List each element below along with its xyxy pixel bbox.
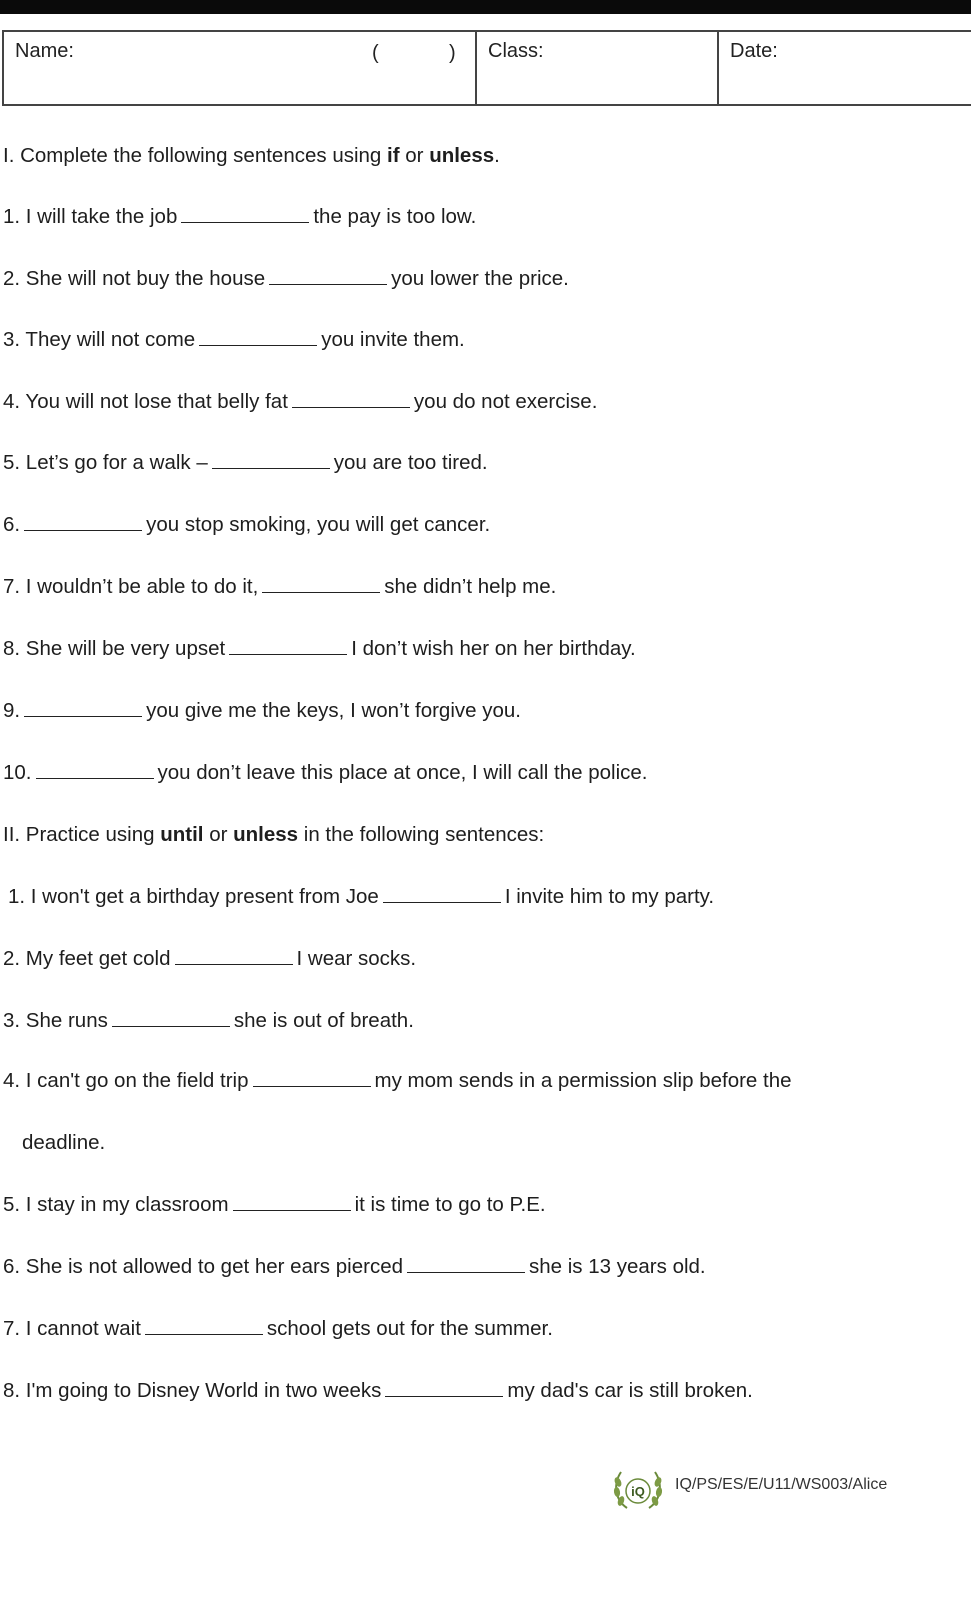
s1-sentence-4: 4. You will not lose that belly fat you do not exercise. (3, 390, 598, 413)
answer-blank[interactable] (112, 1008, 230, 1027)
answer-blank[interactable] (292, 389, 410, 408)
section-1-heading: I. Complete the following sentences using if or unless. (3, 144, 500, 167)
roll-number-paren-close: ) (449, 42, 456, 64)
keyword-if: if (387, 144, 400, 167)
s2-sentence-8: 8. I'm going to Disney World in two weeks my dad's car is still broken. (3, 1379, 753, 1402)
answer-blank[interactable] (199, 327, 317, 346)
class-label: Class: (488, 40, 544, 62)
s2-sentence-6: 6. She is not allowed to get her ears pierced she is 13 years old. (3, 1255, 706, 1278)
s1-sentence-6: 6. you stop smoking, you will get cancer. (3, 513, 491, 536)
answer-blank[interactable] (262, 574, 380, 593)
answer-blank[interactable] (181, 204, 309, 223)
section-2-heading: II. Practice using until or unless in the following sentences: (3, 823, 545, 846)
s1-sentence-8: 8. She will be very upset I don’t wish her on her birthday. (3, 637, 636, 660)
s1-sentence-2: 2. She will not buy the house you lower the price. (3, 267, 569, 290)
name-label: Name: (15, 40, 74, 62)
student-info-table (2, 30, 971, 106)
name-cell[interactable] (4, 32, 477, 104)
answer-blank[interactable] (145, 1316, 263, 1335)
answer-blank[interactable] (175, 946, 293, 965)
s2-sentence-2: 2. My feet get cold I wear socks. (3, 947, 417, 970)
answer-blank[interactable] (269, 266, 387, 285)
answer-blank[interactable] (383, 884, 501, 903)
answer-blank[interactable] (36, 760, 154, 779)
date-label: Date: (730, 40, 778, 62)
class-cell[interactable] (477, 32, 719, 104)
s1-sentence-1: 1. I will take the job the pay is too low. (3, 205, 477, 228)
keyword-unless: unless (233, 823, 299, 846)
logo-text: iQ (631, 1484, 645, 1499)
s2-sentence-1: 1. I won't get a birthday present from Joe I invite him to my party. (8, 885, 715, 908)
roll-number-paren-open: ( (372, 42, 379, 64)
answer-blank[interactable] (212, 450, 330, 469)
s1-sentence-5: 5. Let’s go for a walk – you are too tired. (3, 451, 488, 474)
worksheet-code: IQ/PS/ES/E/U11/WS003/Alice (675, 1476, 888, 1493)
s2-sentence-4-continuation: deadline. (22, 1131, 106, 1154)
answer-blank[interactable] (407, 1254, 525, 1273)
answer-blank[interactable] (233, 1192, 351, 1211)
top-dark-bar (0, 0, 971, 14)
answer-blank[interactable] (24, 698, 142, 717)
s2-sentence-5: 5. I stay in my classroom it is time to go to P.E. (3, 1193, 546, 1216)
s1-sentence-9: 9. you give me the keys, I won’t forgive you. (3, 699, 521, 722)
s2-sentence-3: 3. She runs she is out of breath. (3, 1009, 414, 1032)
s2-sentence-4: 4. I can't go on the field trip my mom sends in a permission slip before the (3, 1069, 792, 1092)
s2-sentence-7: 7. I cannot wait school gets out for the summer. (3, 1317, 553, 1340)
worksheet-footer (609, 1460, 949, 1520)
date-cell[interactable] (719, 32, 971, 104)
s1-sentence-7: 7. I wouldn’t be able to do it, she didn’t help me. (3, 575, 557, 598)
answer-blank[interactable] (24, 512, 142, 531)
s1-sentence-3: 3. They will not come you invite them. (3, 328, 465, 351)
laurel-wreath-logo-icon (609, 1460, 667, 1518)
keyword-until: until (160, 823, 204, 846)
keyword-unless: unless (429, 144, 495, 167)
answer-blank[interactable] (385, 1378, 503, 1397)
answer-blank[interactable] (253, 1068, 371, 1087)
answer-blank[interactable] (229, 636, 347, 655)
s1-sentence-10: 10. you don’t leave this place at once, I will call the police. (3, 761, 648, 784)
